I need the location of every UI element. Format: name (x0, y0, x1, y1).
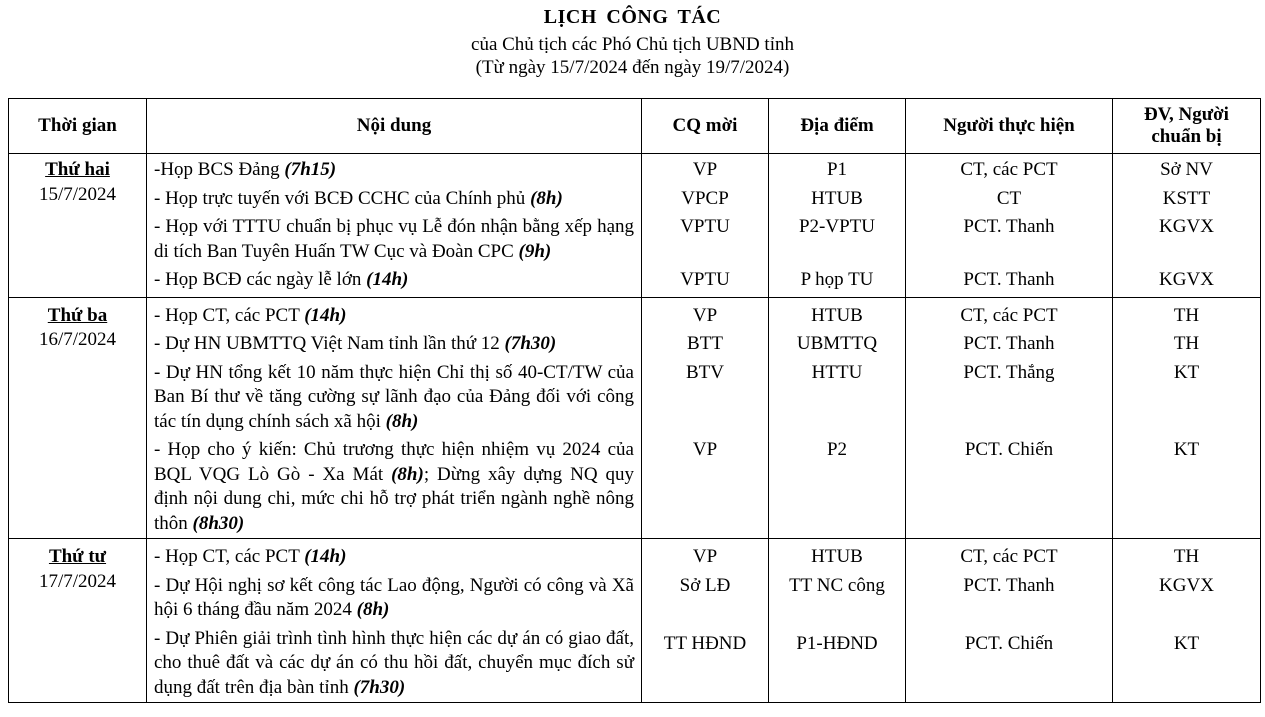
person-cell: CT, các PCT PCT. Thanh PCT. Chiến (906, 539, 1113, 703)
table-row-tuesday (9, 297, 1261, 539)
col-header-executor: Người thực hiện (906, 99, 1113, 154)
content-cell (147, 297, 642, 539)
day-cell (9, 297, 147, 539)
document-subtitle: của Chủ tịch các Phó Chủ tịch UBND tỉnh (471, 34, 794, 55)
document-date-range: (Từ ngày 15/7/2024 đến ngày 19/7/2024) (475, 57, 790, 78)
day-label: Thứ hai (45, 159, 110, 180)
day-cell (9, 154, 147, 298)
col-header-preparer: ĐV, Người chuẩn bị (1113, 99, 1261, 154)
table-row-wednesday (9, 539, 1261, 703)
schedule-item: - Họp CT, các PCT (14h) (154, 304, 347, 326)
prep-cell: TH KGVX KT (1113, 539, 1261, 703)
schedule-item: - Dự HN UBMTTQ Việt Nam tỉnh lần thứ 12 (7h30) (154, 333, 557, 354)
day-date: 16/7/2024 (38, 329, 117, 350)
schedule-item: - Dự HN tổng kết 10 năm thực hiện Chỉ thị số 40-CT/TW của Ban Bí thư về tăng cường sự lãnh đạo của Đảng đối với công tác tín dụng chính sách xã hội (8h) (154, 361, 634, 432)
day-cell (9, 539, 147, 703)
schedule-item: - Họp với TTTU chuẩn bị phục vụ Lễ đón nhận bằng xếp hạng di tích Ban Tuyên Huấn TW Cục và Đoàn CPC (9h) (154, 216, 634, 262)
col-header-location: Địa điểm (769, 99, 906, 154)
col-header-content: Nội dung (147, 99, 642, 154)
place-cell: P1 HTUB P2-VPTU P họp TU (769, 154, 906, 298)
day-label: Thứ tư (48, 546, 107, 567)
schedule-item: - Họp trực tuyến với BCĐ CCHC của Chính phủ (8h) (154, 187, 563, 209)
schedule-table (8, 98, 1261, 703)
schedule-item: - Họp cho ý kiến: Chủ trương thực hiện nhiệm vụ 2024 của BQL VQG Lò Gò - Xa Mát (8h); Dừng xây dựng NQ quy định nội dung chi, mức chi hỗ trợ phát triển ngành nghề nông thôn (8h30) (154, 439, 634, 534)
cq-cell: VP BTT BTV VP (642, 297, 769, 539)
cq-cell: VP Sở LĐ TT HĐND (642, 539, 769, 703)
cq-cell: VP VPCP VPTU VPTU (642, 154, 769, 298)
schedule-item: -Họp BCS Đảng (7h15) (154, 159, 337, 180)
person-cell: CT, các PCT CT PCT. Thanh PCT. Thanh (906, 154, 1113, 298)
day-label: Thứ ba (47, 304, 108, 326)
prep-cell: TH TH KT KT (1113, 297, 1261, 539)
document-title: LỊCH CÔNG TÁC (543, 6, 722, 28)
prep-cell: Sở NV KSTT KGVX KGVX (1113, 154, 1261, 298)
table-header-row (9, 99, 1261, 154)
col-header-inviting-agency: CQ mời (642, 99, 769, 154)
place-cell: HTUB TT NC công P1-HĐND (769, 539, 906, 703)
content-cell (147, 154, 642, 298)
schedule-item: - Dự Hội nghị sơ kết công tác Lao động, Người có công và Xã hội 6 tháng đầu năm 2024 (8h) (154, 574, 634, 620)
table-row-monday (9, 154, 1261, 298)
schedule-item: - Họp BCĐ các ngày lễ lớn (14h) (154, 269, 409, 290)
person-cell: CT, các PCT PCT. Thanh PCT. Thắng PCT. Chiến (906, 297, 1113, 539)
day-date: 15/7/2024 (38, 183, 117, 205)
schedule-item: - Họp CT, các PCT (14h) (154, 546, 347, 567)
col-header-time: Thời gian (9, 99, 147, 154)
place-cell: HTUB UBMTTQ HTTU P2 (769, 297, 906, 539)
content-cell (147, 539, 642, 703)
day-date: 17/7/2024 (38, 570, 117, 592)
schedule-item: - Dự Phiên giải trình tình hình thực hiện các dự án có giao đất, cho thuê đất và các dự án có thu hồi đất, chuyển mục đích sử dụng đất trên địa bàn tỉnh (7h30) (154, 627, 634, 698)
